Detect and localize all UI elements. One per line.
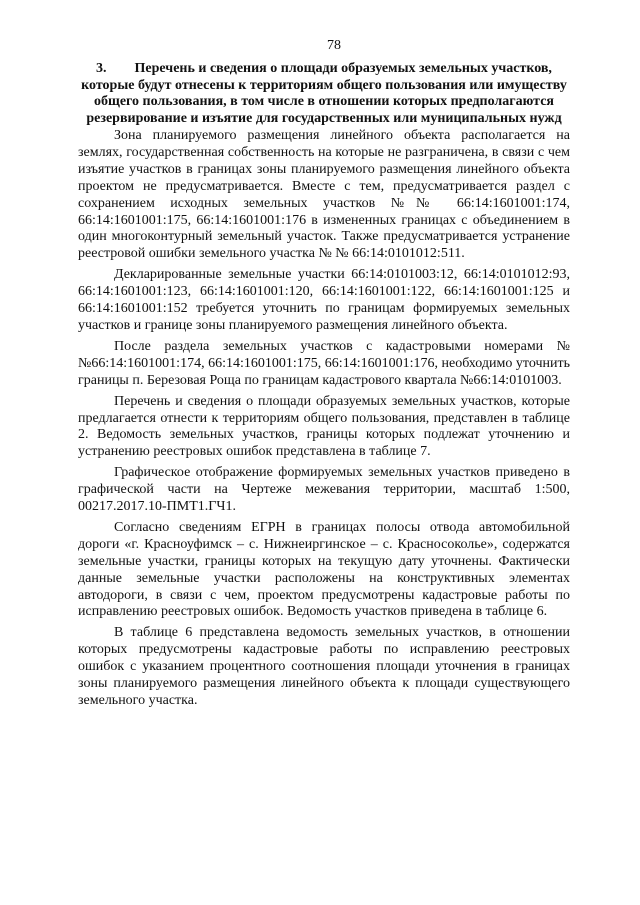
body-text bbox=[78, 128, 570, 710]
paragraph: Графическое отображение формируемых земельных участков приведено в графической части на Чертеже межевания территории, масштаб 1:500, 00217.2017.10-ПМТ1.ГЧ1. bbox=[78, 465, 570, 515]
paragraph: Зона планируемого размещения линейного объекта располагается на землях, государственная собственность на которые не разграничена, в связи с чем изъятие участков в границах зоны планируемого размещения линейного объекта проектом не предусматривается. Вместе с тем, предусматривается раздел с сохранением исходных земельных участков №№ 66:14:1601001:174, 66:14:1601001:175, 66:14:1601001:176 в измененных границах с объединением в один многоконтурный земельный участок. Также предусматривается устранение реестровой ошибки земельного участка № № 66:14:0101012:511. bbox=[78, 128, 570, 262]
paragraph: Согласно сведениям ЕГРН в границах полосы отвода автомобильной дороги «г. Красноуфимск – с. Нижнеиргинское – с. Красносоколье», содержатся земельные участки, границы которых на текущую дату уточнены. Фактически данные земельные участки расположены на конструктивных элементах автодороги, в связи с чем, проектом предусмотрены кадастровые работы по исправлению реестровых ошибок. Ведомость участков приведена в таблице 6. bbox=[78, 519, 570, 620]
section-number: 3. bbox=[96, 61, 107, 76]
paragraph: В таблице 6 представлена ведомость земельных участков, в отношении которых предусмотрены кадастровые работы по исправлению реестровых ошибок с указанием процентного соотношения площади уточнения в границах зоны планируемого размещения линейного объекта к площади существующего земельного участка. bbox=[78, 625, 570, 708]
section-heading bbox=[78, 61, 570, 127]
section-title: Перечень и сведения о площади образуемых земельных участков, которые будут отнесены к территориям общего пользования или имуществу общего пользования, в том числе в отношении которых предполагаются резервирование и изъятие для государственных или муниципальных нужд bbox=[81, 61, 567, 126]
page-number: 78 bbox=[327, 38, 341, 53]
paragraph: После раздела земельных участков с кадастровыми номерами №№66:14:1601001:174, 66:14:1601001:175, 66:14:1601001:176, необходимо уточнить границы п. Березовая Роща по границам кадастрового квартала №66:14:0101003. bbox=[78, 338, 570, 388]
paragraph: Декларированные земельные участки 66:14:0101003:12, 66:14:0101012:93, 66:14:1601001:123, 66:14:1601001:120, 66:14:1601001:122, 66:14:1601001:125 и 66:14:1601001:152 требуется уточнить по границам формируемых земельных участков и границе зоны планируемого размещения линейного объекта. bbox=[78, 267, 570, 333]
paragraph: Перечень и сведения о площади образуемых земельных участков, которые предлагается отнести к территориям общего пользования, представлен в таблице 2. Ведомость земельных участков, границы которых подлежат уточнению и устранению реестровых ошибок представлена в таблице 7. bbox=[78, 393, 570, 460]
